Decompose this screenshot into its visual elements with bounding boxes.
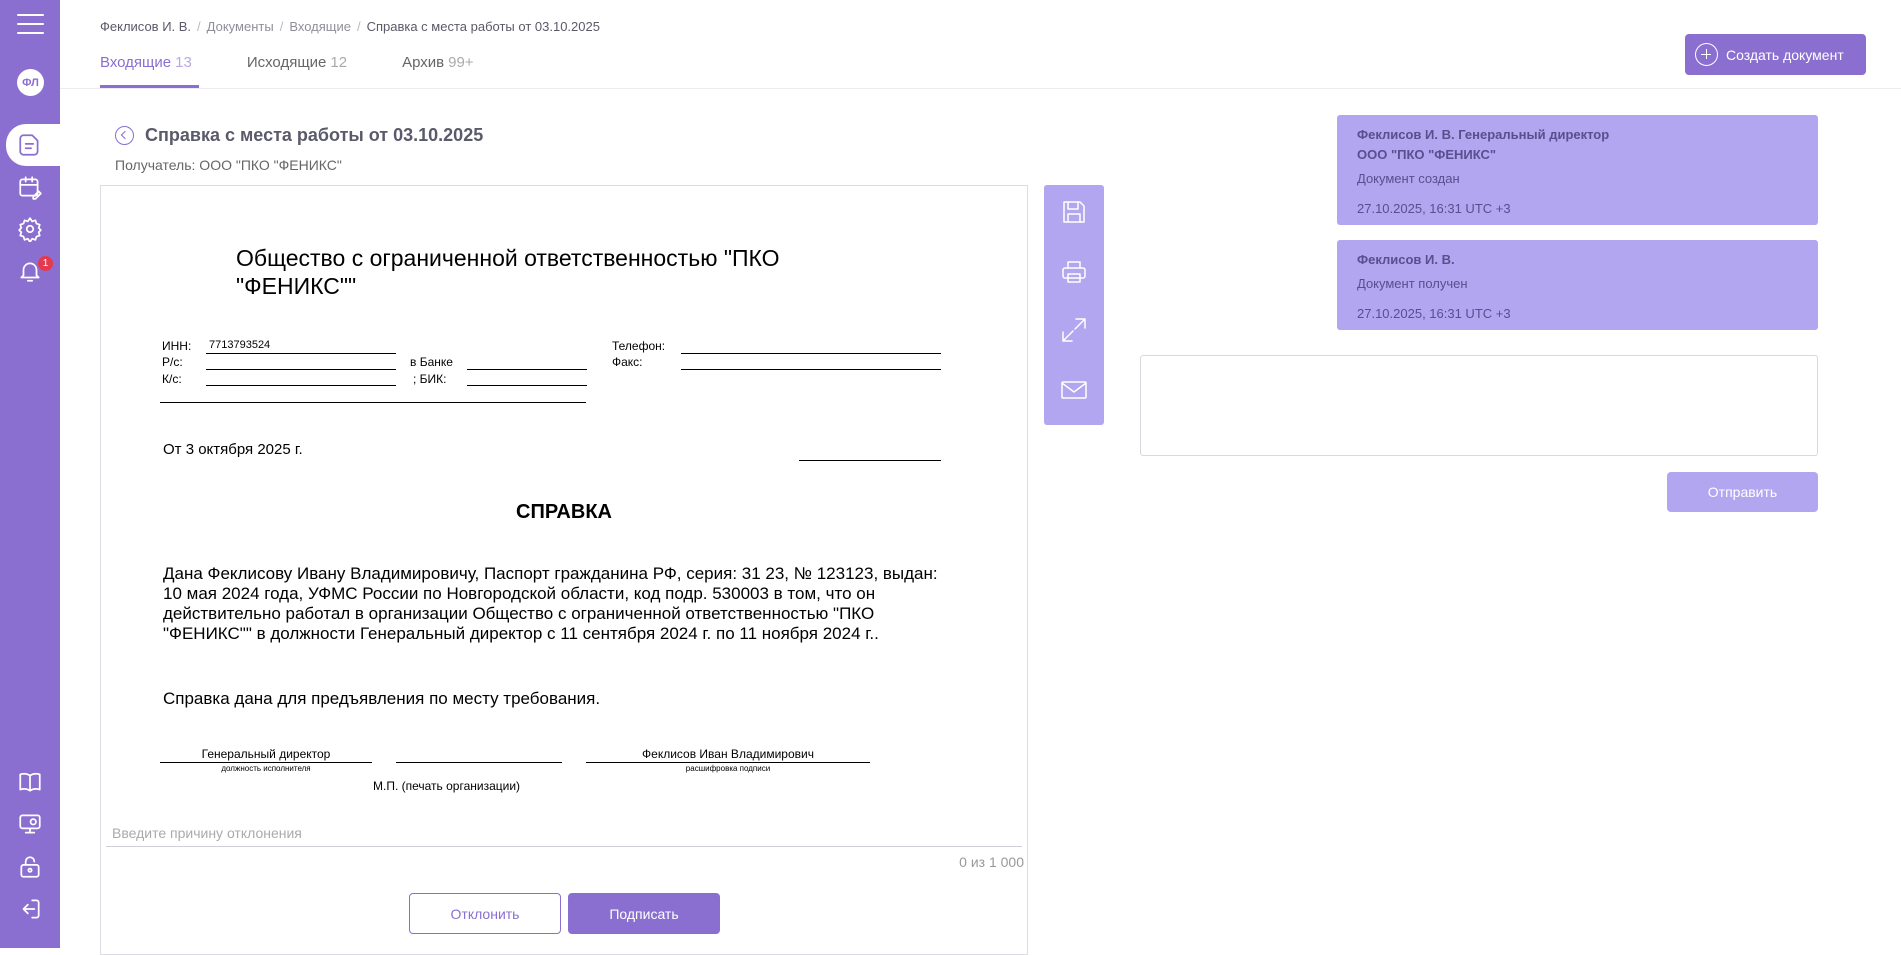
phone-label: Телефон: <box>612 339 666 353</box>
document-viewer <box>100 185 1028 955</box>
logout-icon[interactable] <box>16 895 44 923</box>
fax-label: Факс: <box>612 355 643 369</box>
signer-name: Феклисов Иван Владимирович <box>642 747 814 761</box>
monitor-help-icon[interactable] <box>16 810 44 838</box>
menu-icon[interactable] <box>17 14 44 34</box>
history-status: Документ создан <box>1357 171 1460 186</box>
tab-archive[interactable] <box>402 54 473 88</box>
header-divider <box>60 88 1901 89</box>
document-icon[interactable] <box>16 131 44 159</box>
breadcrumb-user[interactable]: Феклисов И. В. <box>100 19 192 34</box>
document-tools <box>1044 185 1104 425</box>
breadcrumb-current: Справка с места работы от 03.10.2025 <box>366 19 600 34</box>
document-date: От 3 октября 2025 г. <box>163 441 303 458</box>
history-author: Феклисов И. В. <box>1357 252 1455 267</box>
tab-count: 12 <box>330 54 348 71</box>
book-icon[interactable] <box>16 768 44 796</box>
sign-button[interactable]: Подписать <box>568 893 720 934</box>
history-card <box>1337 115 1818 225</box>
document-body: Дана Феклисову Ивану Владимировичу, Паспорт гражданина РФ, серия: 31 23, № 123123, выдан: 10 мая 2024 года, УФМС России по Новгородской области, код подр. 530003 в том, что он действительно работал в организации Общество с ограниченной ответственностью "ПКО "ФЕНИКС"" в должности Генеральный директор с 11 сентября 2024 г. по 11 ноября 2024 г.. <box>163 564 938 643</box>
tab-label: Архив <box>402 54 445 71</box>
sidebar <box>0 0 60 948</box>
bik-label: ; БИК: <box>413 372 447 386</box>
recipient-text: Получатель: ООО "ПКО "ФЕНИКС" <box>115 157 342 173</box>
history-author: Феклисов И. В. Генеральный директор <box>1357 127 1610 142</box>
print-icon[interactable] <box>1059 257 1089 287</box>
calendar-edit-icon[interactable] <box>16 173 44 201</box>
create-document-button[interactable] <box>1685 34 1866 75</box>
inn-label: ИНН: <box>162 339 192 353</box>
document-purpose: Справка дана для предъявления по месту требования. <box>163 689 601 708</box>
back-arrow-icon[interactable] <box>115 126 134 145</box>
tab-outgoing[interactable] <box>247 54 347 88</box>
notification-badge: 1 <box>38 256 53 271</box>
history-org: ООО "ПКО "ФЕНИКС" <box>1357 147 1497 162</box>
stamp-note: М.П. (печать организации) <box>373 779 521 793</box>
reject-reason-input[interactable]: Введите причину отклонения <box>106 819 1022 847</box>
bank-label: в Банке <box>410 355 453 369</box>
tab-incoming[interactable] <box>100 54 192 88</box>
lock-icon[interactable] <box>16 853 44 881</box>
history-time: 27.10.2025, 16:31 UTC +3 <box>1357 201 1511 216</box>
reject-button[interactable]: Отклонить <box>409 893 561 934</box>
avatar[interactable]: ФЛ <box>17 69 44 96</box>
page-title: Справка с места работы от 03.10.2025 <box>145 125 484 145</box>
name-caption: расшифровка подписи <box>685 764 771 773</box>
tabs <box>100 54 529 88</box>
breadcrumb-documents[interactable]: Документы <box>206 19 274 34</box>
plus-circle-icon <box>1695 43 1718 66</box>
comment-input[interactable] <box>1140 355 1818 456</box>
send-button[interactable]: Отправить <box>1667 472 1818 512</box>
inn-value: 7713793524 <box>209 339 271 351</box>
signer-position: Генеральный директор <box>201 747 331 761</box>
tab-label: Исходящие <box>246 54 327 71</box>
document-heading: СПРАВКА <box>516 501 612 523</box>
rs-label: Р/с: <box>162 355 183 369</box>
breadcrumb-incoming[interactable]: Входящие <box>289 19 351 34</box>
history-status: Документ получен <box>1357 276 1468 291</box>
tab-count: 99+ <box>448 54 474 71</box>
history-card <box>1337 240 1818 330</box>
tab-label: Входящие <box>100 54 172 71</box>
history-time: 27.10.2025, 16:31 UTC +3 <box>1357 306 1511 321</box>
ks-label: К/с: <box>162 372 182 386</box>
expand-icon[interactable] <box>1059 315 1089 345</box>
create-document-label: Создать документ <box>1726 46 1844 63</box>
position-caption: должность исполнителя <box>221 764 311 773</box>
org-name: Общество с ограниченной ответственностью "ПКО "ФЕНИКС"" <box>236 245 780 299</box>
gear-icon[interactable] <box>16 215 44 243</box>
mail-icon[interactable] <box>1059 375 1089 405</box>
save-icon[interactable] <box>1059 197 1089 227</box>
char-counter: 0 из 1 000 <box>959 854 1024 870</box>
tab-count: 13 <box>175 54 192 71</box>
breadcrumb: Феклисов И. В. / Документы / Входящие / Справка с места работы от 03.10.2025 <box>100 19 600 34</box>
